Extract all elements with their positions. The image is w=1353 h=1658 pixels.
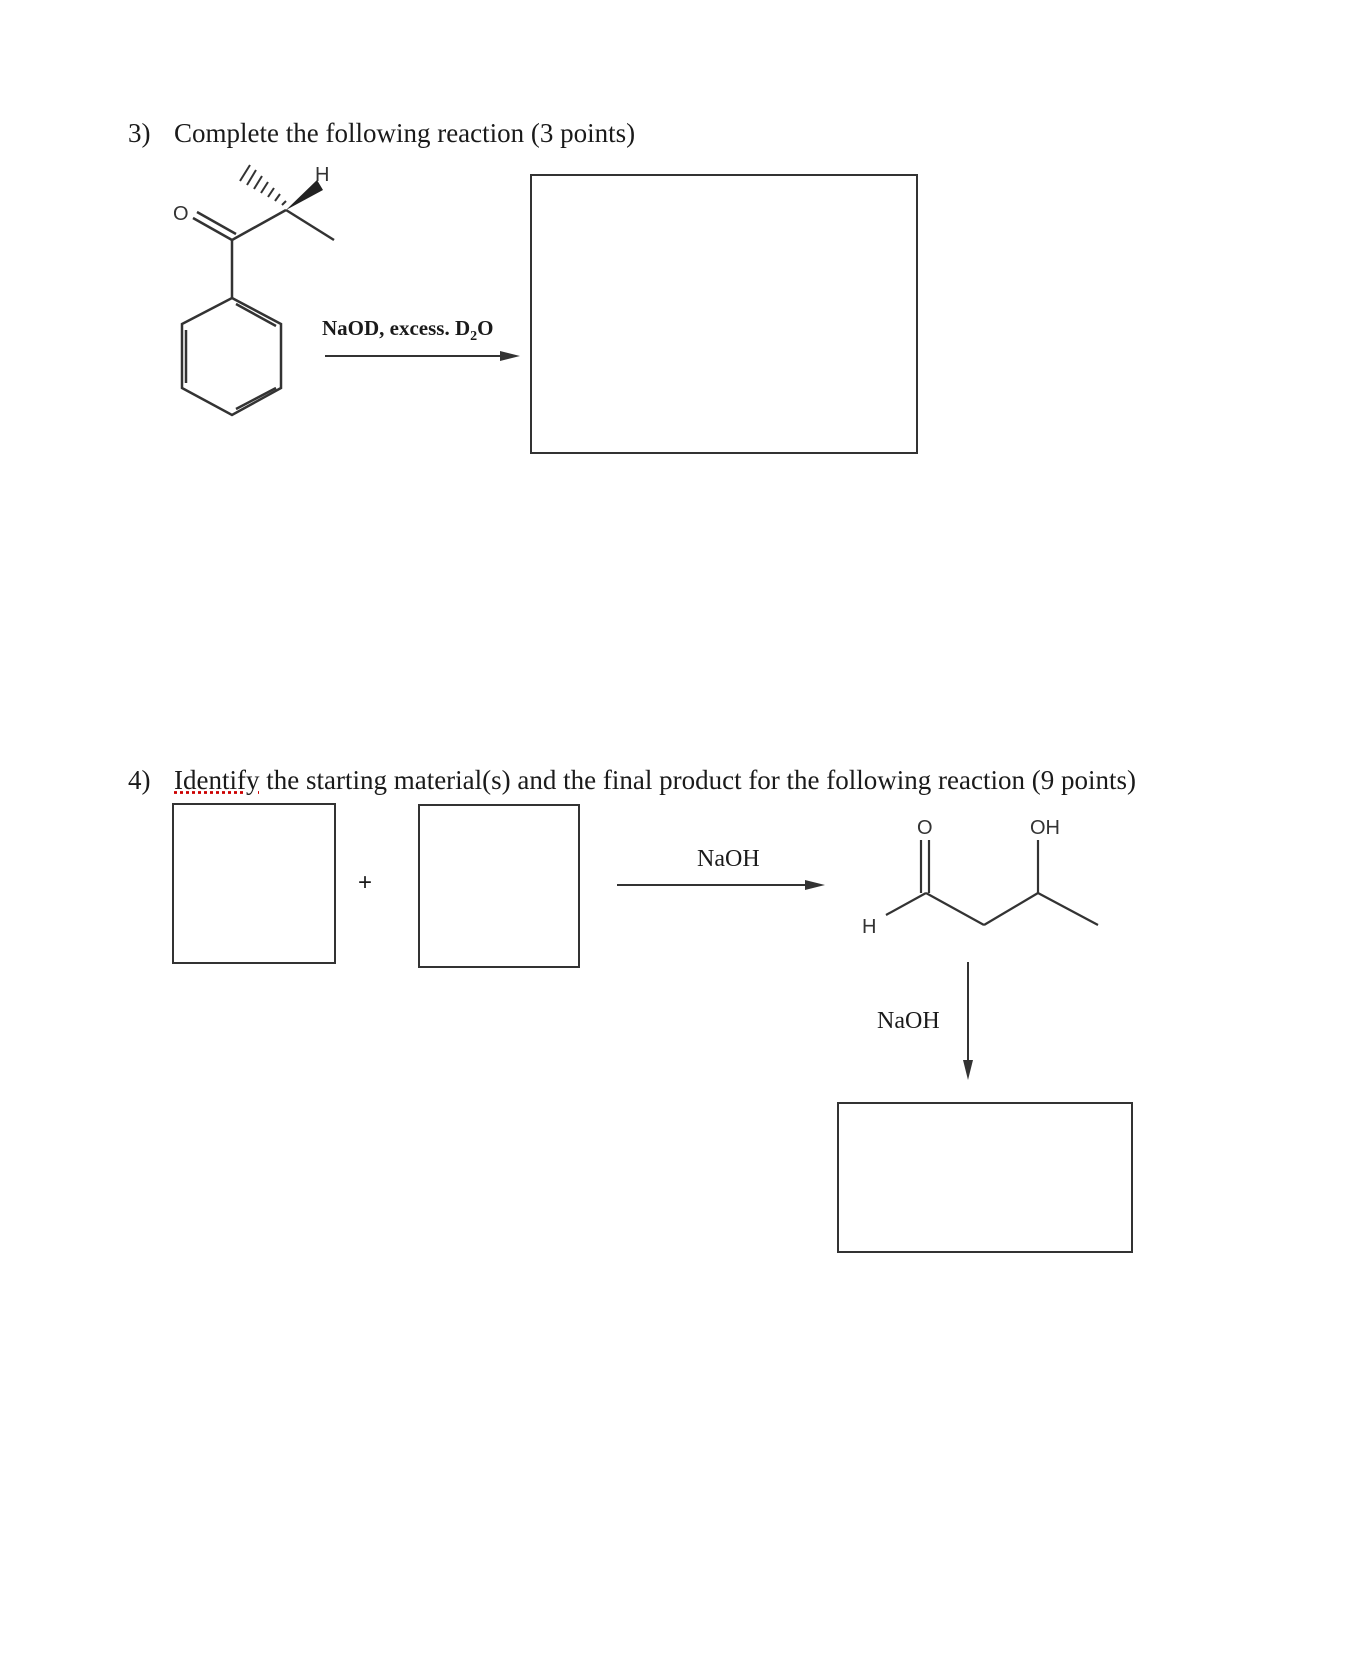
ring-inner-bond-3	[236, 304, 276, 326]
q4-down-arrowhead	[963, 1060, 973, 1080]
methyl-bond	[1038, 893, 1098, 925]
beta-bond	[984, 893, 1038, 925]
question-4-heading	[128, 765, 1136, 796]
q4-starting-material-box-1[interactable]	[172, 803, 336, 964]
q4-arrowhead	[805, 880, 825, 890]
question-3-text: Complete the following reaction (3 points)	[174, 118, 636, 148]
q4-starting-material-box-2[interactable]	[418, 804, 580, 968]
q3-reagent-label: NaOD, excess. $D_2O$	[322, 316, 494, 345]
ring-inner-bond-2	[236, 388, 276, 409]
q3-oxygen-label: O	[173, 203, 189, 225]
chiral-methyl-bond	[286, 210, 334, 240]
q3-arrowhead	[500, 351, 520, 361]
question-3-number: 3)	[128, 118, 151, 148]
question-4-first-word: Identify	[174, 765, 260, 795]
q4-oxygen-label: O	[917, 817, 933, 839]
carbonyl-chiral-bond	[232, 210, 286, 240]
q4-reagent-down: NaOH	[877, 1008, 940, 1034]
hashed-bond	[240, 165, 286, 205]
alpha-bond	[926, 893, 984, 925]
q4-final-product-box[interactable]	[837, 1102, 1133, 1253]
benzene-ring	[182, 298, 281, 415]
q3-hydrogen-label: H	[315, 164, 330, 186]
question-4-text: the starting material(s) and the final product for the following reaction (9 points)	[259, 765, 1136, 795]
q4-plus-sign: +	[358, 869, 373, 896]
q4-hydrogen-label: H	[862, 916, 877, 938]
q3-product-answer-box[interactable]	[530, 174, 918, 454]
q4-hydroxyl-label: OH	[1030, 817, 1060, 839]
aldehyde-H-bond	[886, 893, 926, 915]
q4-reagent-top: NaOH	[697, 846, 760, 872]
question-4-number: 4)	[128, 765, 151, 795]
